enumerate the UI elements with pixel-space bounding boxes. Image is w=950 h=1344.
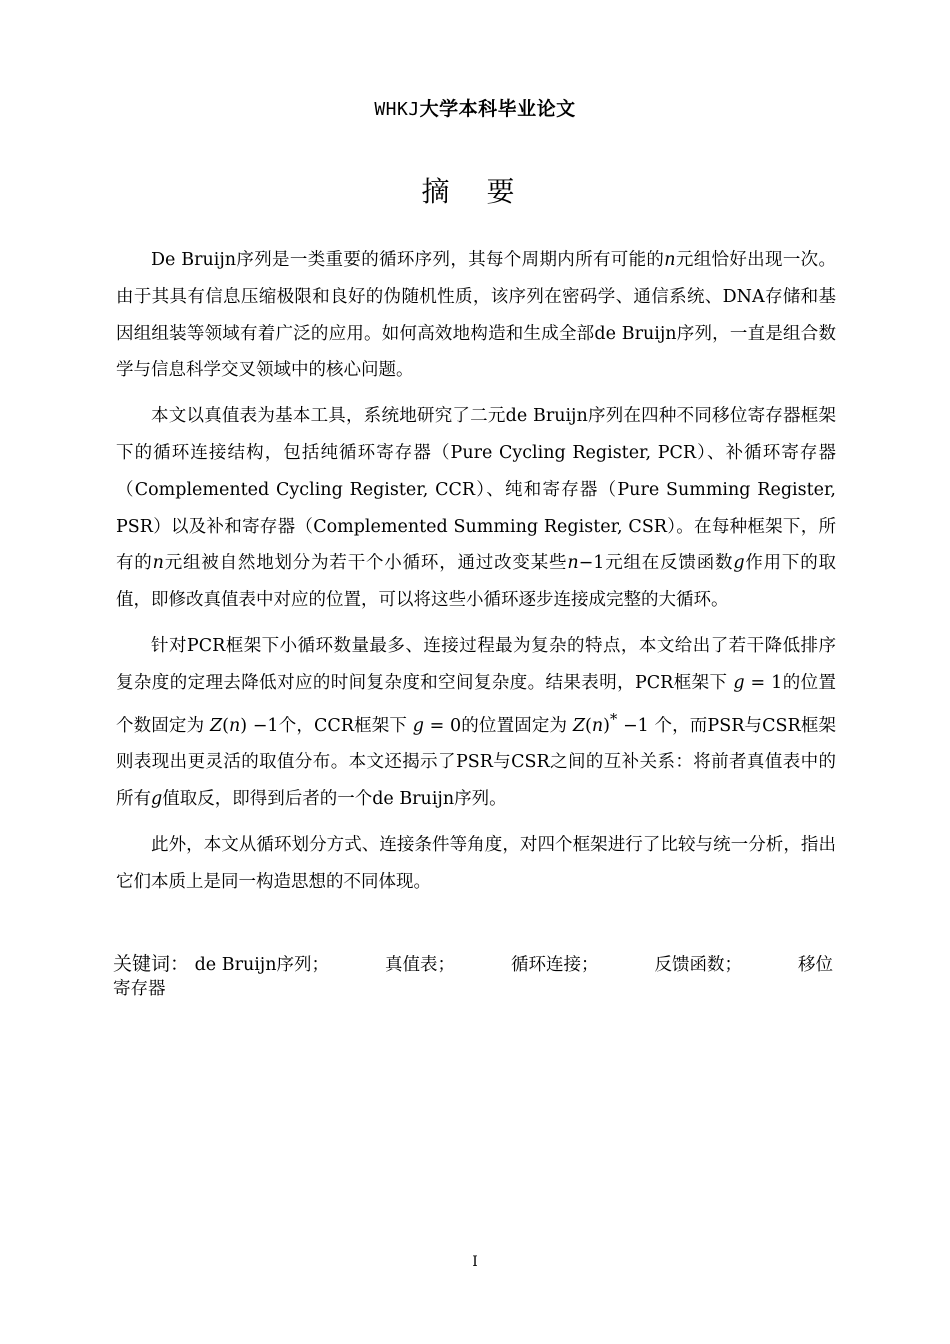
math-variable: n [228,715,241,736]
math-variable: g [733,672,745,693]
abstract-paragraph [116,827,836,901]
text-run: De Bruijn序列是一类重要的循环序列，其每个周期内所有可能的 [151,250,665,270]
math-superscript: * [609,710,618,728]
text-run: 元组恰好出现一次。由于其具有信息压缩极限和良好的伪随机性质，该序列在密码学、通信系统、DNA存储和基因组组装等领域有着广泛的应用。如何高效地构造和生成全部de Bruijn序列，一直是组合数学与信息科学交叉领域中的核心问题。 [116,250,836,381]
text-run: 值取反，即得到后者的一个de Bruijn序列。 [162,788,507,809]
text-run: ( [585,715,592,736]
text-run: ) −1个，CCR框架下 [240,715,413,736]
math-variable: g [412,715,424,736]
page-title: 摘 要 [421,175,529,208]
text-run: ( [222,715,229,736]
keyword-item: de Bruijn序列； [194,955,330,975]
keyword-item: 真值表； [385,955,456,975]
text-run: = 1的位置个数固定为 [116,672,836,736]
math-variable: n [664,250,676,270]
math-variable: n [567,553,579,574]
text-run: −1 个，而PSR与CSR框架则表现出更灵活的取值分布。本文还揭示了PSR与CSR之间的互补关系：将前者真值表中的所有 [116,715,836,809]
keyword-item: 移位寄存器 [113,955,834,999]
math-variable: n [591,715,604,736]
abstract-paragraph [116,398,836,619]
text-run: = 0的位置固定为 [423,715,573,736]
text-run: 元组被自然地划分为若干个小循环，通过改变某些 [163,553,568,574]
keywords-section [113,952,836,1001]
math-variable: Z [572,715,586,736]
text-run: 此外，本文从循环划分方式、连接条件等角度，对四个框架进行了比较与统一分析，指出它们本质上是同一构造思想的不同体现。 [116,834,836,892]
document-header [0,94,950,121]
keywords-label: 关键词： [113,953,190,975]
math-variable: g [733,553,745,574]
keywords-list [113,955,833,999]
math-variable: n [152,553,164,574]
abstract-paragraph [116,628,836,818]
page-number: I [472,1254,478,1270]
math-variable: Z [209,715,223,736]
keyword-item: 反馈函数； [654,955,743,975]
math-variable: g [151,788,163,809]
keyword-item: 循环连接； [511,955,599,975]
abstract-body [116,242,836,909]
header-institution: WHKJ [374,99,420,120]
text-run: ) [603,715,610,736]
abstract-paragraph [116,242,836,389]
header-subtitle: 大学本科毕业论文 [419,98,576,120]
text-run: 针对PCR框架下小循环数量最多、连接过程最为复杂的特点，本文给出了若干降低排序复杂度的定理去降低对应的时间复杂度和空间复杂度。结果表明，PCR框架下 [116,635,836,693]
text-run: 作用下的取值，即修改真值表中对应的位置，可以将这些小循环逐步连接成完整的大循环。 [116,553,837,611]
text-run: 本文以真值表为基本工具，系统地研究了二元de Bruijn序列在四种不同移位寄存器框架下的循环连接结构，包括纯循环寄存器（Pure Cycling Register, PCR）、补循环寄存器（Complemented Cycling Register, CCR）、纯和寄存器（Pure Summing Register, PSR）以及补和寄存器（Complemented Summing Register, CSR）。在每种框架下，所有的 [116,406,836,574]
text-run: −1元组在反馈函数 [578,553,734,574]
